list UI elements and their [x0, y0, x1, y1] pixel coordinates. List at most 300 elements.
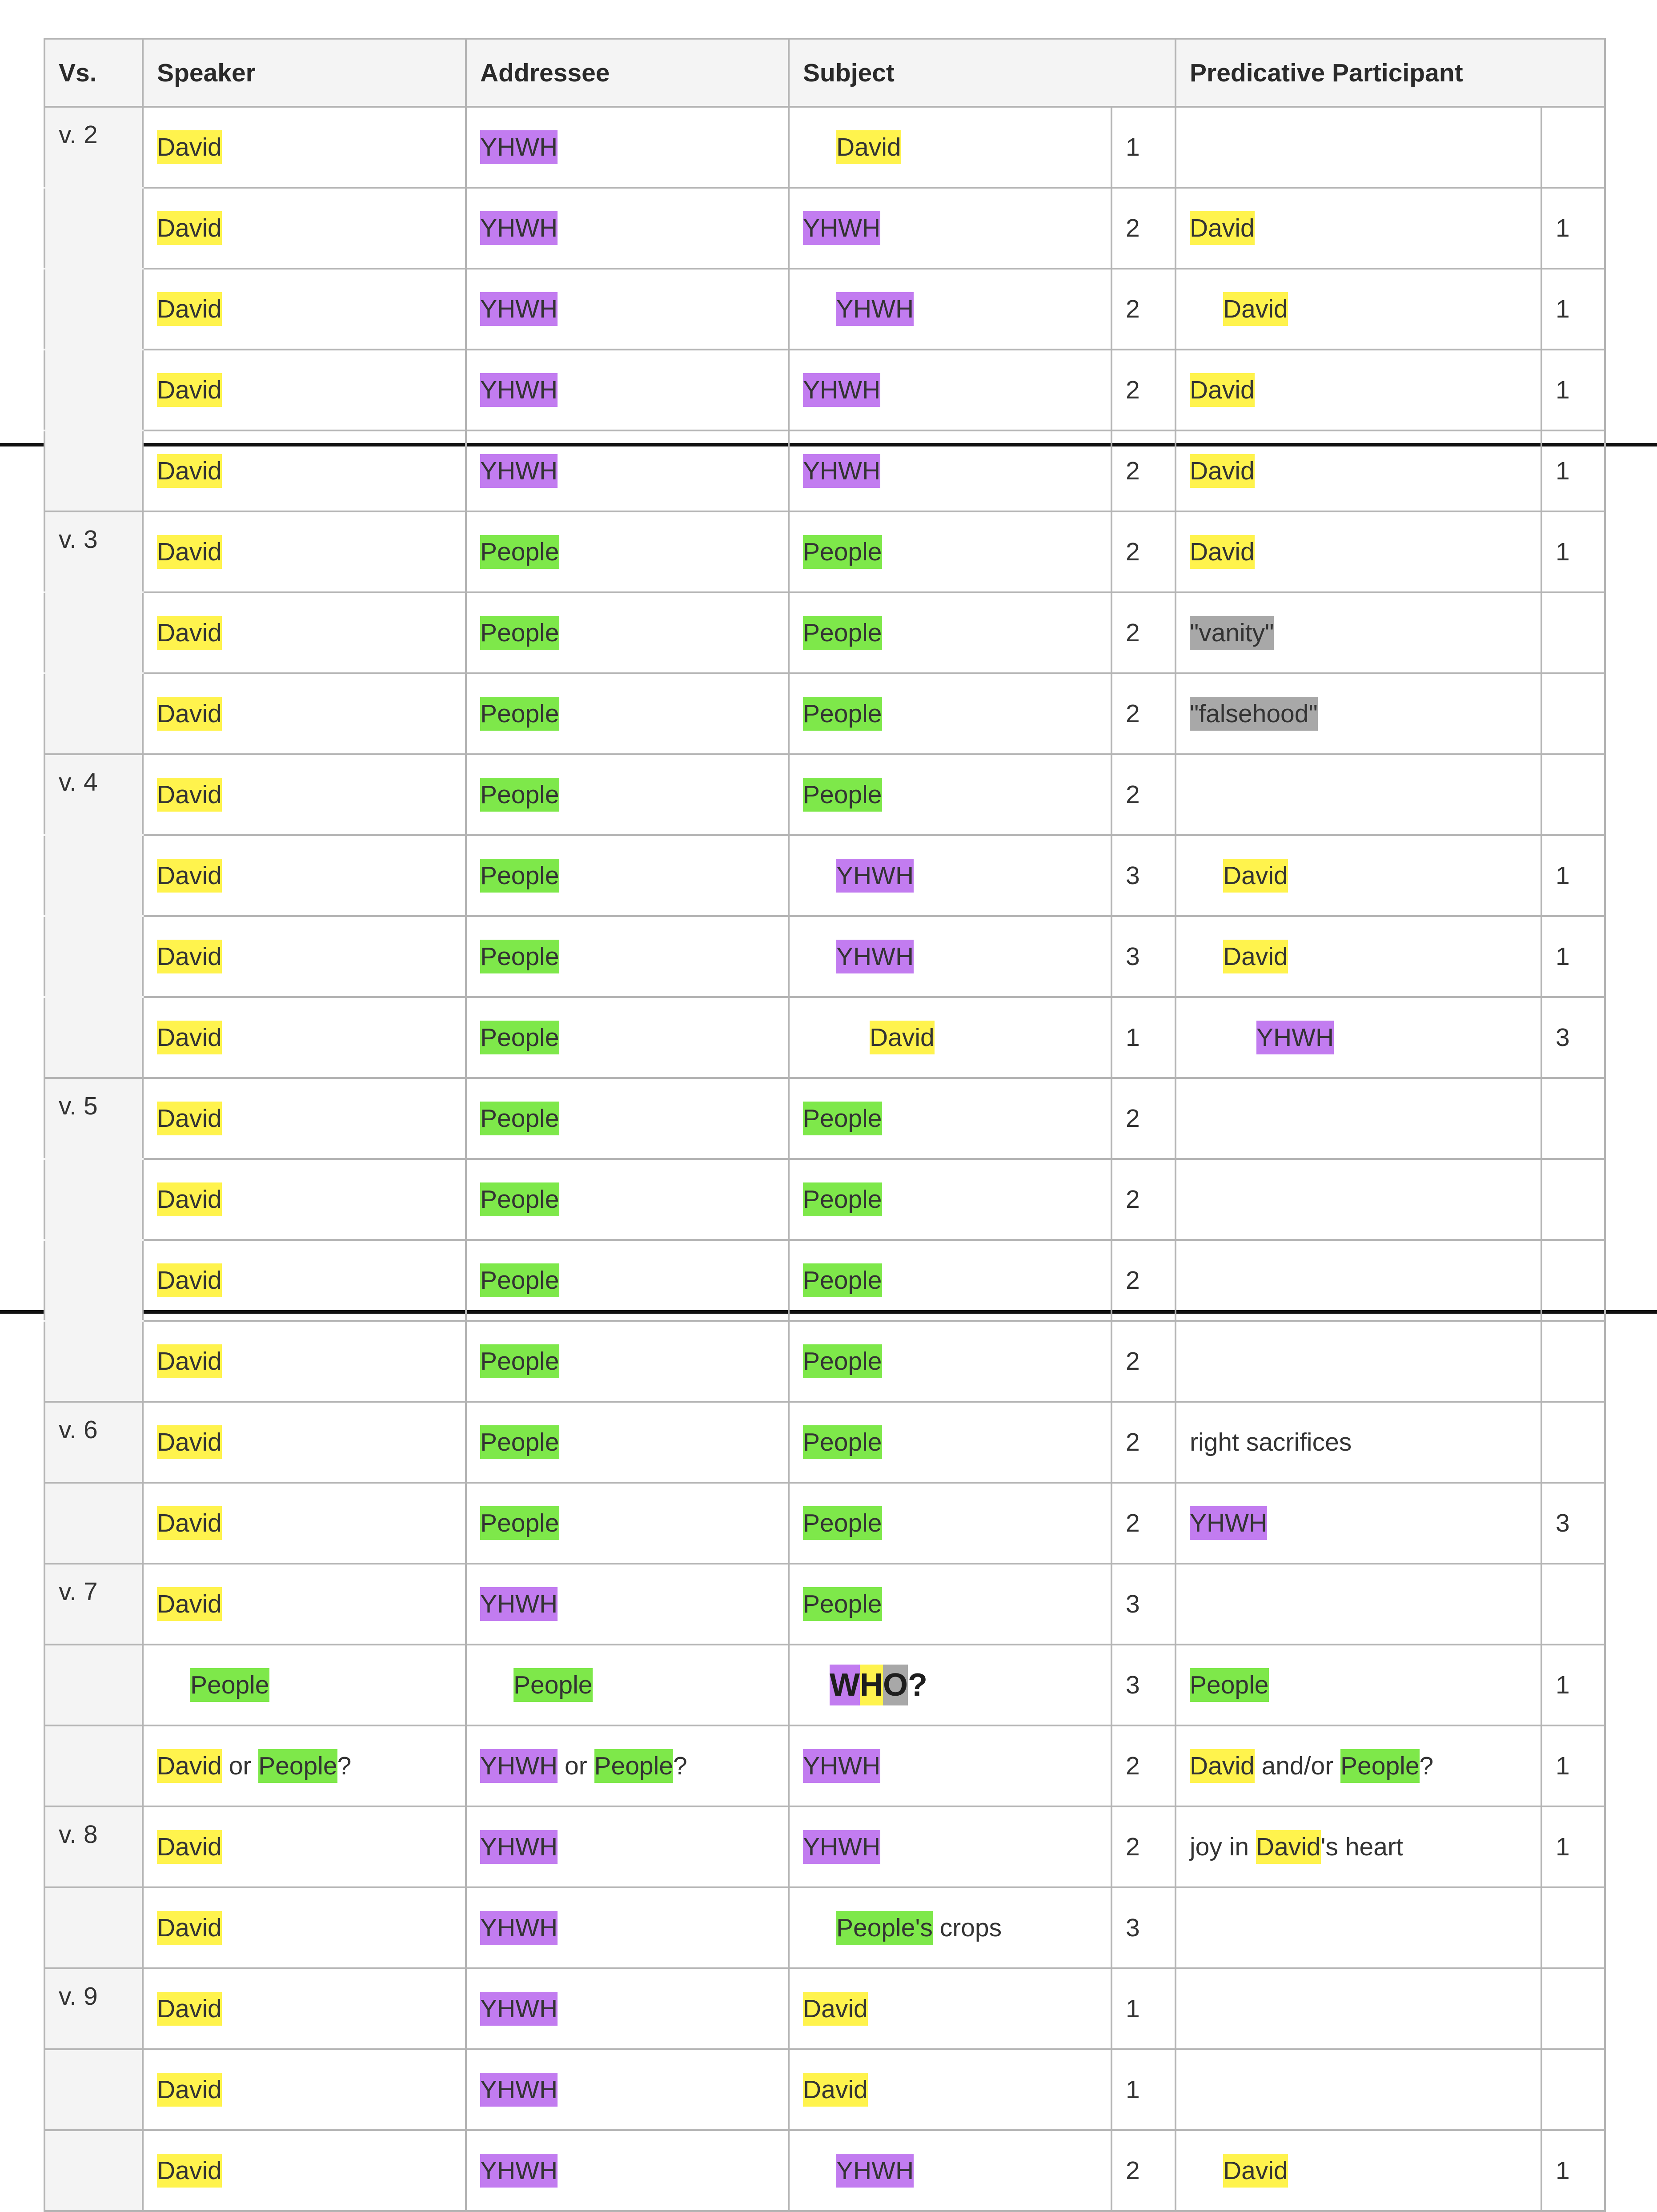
- speaker-cell: [143, 1159, 466, 1240]
- subject-person-cell: 2: [1111, 1402, 1176, 1483]
- table-row: [44, 1645, 1605, 1725]
- table-row: [44, 754, 1605, 835]
- speaker-tag: David: [157, 1992, 222, 2026]
- speaker-cell: [143, 511, 466, 592]
- header-predicative: Predicative Participant: [1176, 39, 1605, 107]
- table-row: [44, 592, 1605, 673]
- table-row: [44, 1564, 1605, 1645]
- addressee-cell: [466, 2130, 789, 2211]
- table-row: [44, 1968, 1605, 2049]
- predicative-person-cell: 1: [1541, 511, 1605, 592]
- subject-cell: [789, 673, 1111, 754]
- subject-cell: [789, 1645, 1111, 1725]
- subject-cell: [789, 1159, 1111, 1240]
- speaker-cell: [143, 673, 466, 754]
- subject-person-cell: 2: [1111, 1806, 1176, 1887]
- subject-cell: [789, 916, 1111, 997]
- table-row: [44, 673, 1605, 754]
- predicative-tag: David: [1223, 940, 1288, 973]
- table-row: [44, 107, 1605, 188]
- subject-cell: [789, 1806, 1111, 1887]
- predicative-cell: [1176, 1159, 1541, 1240]
- subject-person-cell: 3: [1111, 1887, 1176, 1968]
- predicative-person-cell: [1541, 673, 1605, 754]
- speaker-cell: [143, 1564, 466, 1645]
- subject-person-cell: 2: [1111, 350, 1176, 430]
- predicative-cell: [1176, 754, 1541, 835]
- predicative-person-cell: 1: [1541, 1725, 1605, 1806]
- predicative-person-cell: 3: [1541, 997, 1605, 1078]
- subject-cell: [789, 1887, 1111, 1968]
- subject-cell: [789, 835, 1111, 916]
- addressee-tag: People: [480, 616, 559, 650]
- speaker-tag: David: [157, 1587, 222, 1621]
- addressee-tag: People: [594, 1749, 674, 1783]
- verse-cell: [44, 1159, 143, 1240]
- verse-cell: [44, 1645, 143, 1725]
- subject-person-cell: 2: [1111, 1321, 1176, 1402]
- speaker-cell: [143, 1968, 466, 2049]
- predicative-person-cell: 1: [1541, 1645, 1605, 1725]
- addressee-cell: [466, 350, 789, 430]
- addressee-tag: People: [480, 1102, 559, 1135]
- predicative-cell: [1176, 592, 1541, 673]
- addressee-tag: People: [480, 1344, 559, 1378]
- connector-text: or: [558, 1752, 594, 1780]
- predicative-person-cell: [1541, 754, 1605, 835]
- subject-person-cell: 1: [1111, 107, 1176, 188]
- table-row: [44, 1321, 1605, 1402]
- subject-cell: [789, 1725, 1111, 1806]
- speaker-tag: People: [258, 1749, 337, 1783]
- verse-cell: [44, 2130, 143, 2211]
- verse-cell: v. 8: [44, 1806, 143, 1887]
- speaker-tag: David: [157, 1830, 222, 1864]
- table-row: [44, 1159, 1605, 1240]
- verse-cell: [44, 1725, 143, 1806]
- subject-person-cell: 2: [1111, 1240, 1176, 1321]
- predicative-cell: [1176, 1806, 1541, 1887]
- predicative-person-cell: [1541, 592, 1605, 673]
- predicative-tag: YHWH: [1256, 1021, 1334, 1054]
- predicative-cell: right sacrifices: [1176, 1402, 1541, 1483]
- subject-cell: [789, 592, 1111, 673]
- speaker-cell: [143, 592, 466, 673]
- addressee-cell: [466, 1645, 789, 1725]
- speaker-cell: [143, 1483, 466, 1564]
- subject-cell: [789, 1483, 1111, 1564]
- speaker-cell: [143, 1240, 466, 1321]
- who-letter-w: W: [830, 1665, 860, 1705]
- subject-cell: [789, 2130, 1111, 2211]
- predicative-tag: David: [1190, 454, 1255, 488]
- addressee-tag: YHWH: [480, 1992, 558, 2026]
- speaker-tag: David: [157, 1182, 222, 1216]
- connector-text: or: [221, 1752, 259, 1780]
- verse-cell: [44, 916, 143, 997]
- predicative-cell: [1176, 2130, 1541, 2211]
- addressee-tag: People: [480, 1263, 559, 1297]
- addressee-cell: [466, 107, 789, 188]
- subject-person-cell: 1: [1111, 1968, 1176, 2049]
- addressee-tag: People: [480, 1021, 559, 1054]
- addressee-cell: [466, 997, 789, 1078]
- addressee-cell: [466, 754, 789, 835]
- speaker-cell: [143, 754, 466, 835]
- subject-tag: People's: [836, 1911, 933, 1945]
- table-row: [44, 511, 1605, 592]
- subject-tag: People: [803, 1587, 882, 1621]
- predicative-person-cell: 1: [1541, 188, 1605, 269]
- subject-tag: YHWH: [803, 211, 880, 245]
- subject-tag: YHWH: [836, 940, 914, 973]
- predicative-cell: [1176, 1240, 1541, 1321]
- predicative-cell: [1176, 1645, 1541, 1725]
- speaker-cell: [143, 835, 466, 916]
- predicative-text: 's heart: [1320, 1833, 1403, 1861]
- table-row: [44, 1725, 1605, 1806]
- subject-person-cell: 2: [1111, 673, 1176, 754]
- addressee-tag: YHWH: [480, 454, 558, 488]
- subject-tag: People: [803, 778, 882, 812]
- subject-person-cell: 3: [1111, 916, 1176, 997]
- speaker-cell: [143, 2130, 466, 2211]
- question-mark: ?: [1419, 1752, 1434, 1780]
- addressee-tag: YHWH: [480, 1749, 558, 1783]
- subject-person-cell: 2: [1111, 269, 1176, 350]
- subject-tag: YHWH: [836, 859, 914, 893]
- addressee-cell: [466, 592, 789, 673]
- subject-tag: People: [803, 1506, 882, 1540]
- speaker-cell: [143, 1645, 466, 1725]
- speaker-tag: David: [157, 697, 222, 731]
- header-row: [44, 39, 1605, 107]
- subject-tag: YHWH: [803, 1749, 880, 1783]
- subject-tag: People: [803, 1344, 882, 1378]
- speaker-tag: David: [157, 1344, 222, 1378]
- predicative-tag: People: [1190, 1668, 1269, 1702]
- predicative-text: joy in: [1190, 1833, 1256, 1861]
- verse-cell: v. 6: [44, 1402, 143, 1483]
- addressee-cell: [466, 511, 789, 592]
- verse-cell: [44, 188, 143, 269]
- predicative-cell: [1176, 1564, 1541, 1645]
- speaker-tag: David: [157, 859, 222, 893]
- speaker-tag: David: [157, 1506, 222, 1540]
- predicative-cell: [1176, 511, 1541, 592]
- addressee-tag: YHWH: [480, 1830, 558, 1864]
- predicative-person-cell: 1: [1541, 269, 1605, 350]
- addressee-cell: [466, 1078, 789, 1159]
- predicative-cell: [1176, 350, 1541, 430]
- who-question-mark: ?: [907, 1667, 927, 1703]
- table-row: [44, 1887, 1605, 1968]
- subject-person-cell: 2: [1111, 188, 1176, 269]
- addressee-cell: [466, 1564, 789, 1645]
- table-row: [44, 1402, 1605, 1483]
- speaker-cell: [143, 1321, 466, 1402]
- subject-cell: [789, 107, 1111, 188]
- predicative-person-cell: [1541, 107, 1605, 188]
- subject-person-cell: 2: [1111, 2130, 1176, 2211]
- subject-tag: YHWH: [803, 454, 880, 488]
- speaker-cell: [143, 2049, 466, 2130]
- predicative-person-cell: 1: [1541, 1806, 1605, 1887]
- speaker-cell: [143, 430, 466, 511]
- predicative-cell: [1176, 1321, 1541, 1402]
- predicative-person-cell: 1: [1541, 835, 1605, 916]
- question-mark: ?: [337, 1752, 352, 1780]
- speaker-tag: David: [157, 940, 222, 973]
- subject-person-cell: 3: [1111, 835, 1176, 916]
- table-row: [44, 835, 1605, 916]
- subject-cell: [789, 430, 1111, 511]
- addressee-cell: [466, 188, 789, 269]
- subject-cell: [789, 269, 1111, 350]
- addressee-tag: YHWH: [480, 1911, 558, 1945]
- addressee-tag: YHWH: [480, 292, 558, 326]
- predicative-cell: [1176, 1725, 1541, 1806]
- speaker-cell: [143, 1887, 466, 1968]
- addressee-tag: People: [480, 1506, 559, 1540]
- predicative-cell: [1176, 835, 1541, 916]
- subject-tag: David: [803, 1992, 868, 2026]
- subject-tag: People: [803, 1263, 882, 1297]
- subject-tag: YHWH: [836, 2154, 914, 2188]
- subject-person-cell: 2: [1111, 430, 1176, 511]
- speaker-tag: David: [157, 1425, 222, 1459]
- connector-text: and/or: [1254, 1752, 1341, 1780]
- predicative-tag: David: [1256, 1830, 1321, 1864]
- subject-cell: [789, 188, 1111, 269]
- subject-cell: [789, 2049, 1111, 2130]
- addressee-cell: [466, 1725, 789, 1806]
- predicative-cell: [1176, 188, 1541, 269]
- addressee-cell: [466, 1887, 789, 1968]
- table-row: [44, 997, 1605, 1078]
- speaker-cell: [143, 350, 466, 430]
- addressee-tag: People: [514, 1668, 593, 1702]
- speaker-cell: [143, 269, 466, 350]
- predicative-tag: David: [1190, 211, 1255, 245]
- verse-cell: [44, 350, 143, 430]
- subject-person-cell: 2: [1111, 1159, 1176, 1240]
- speaker-cell: [143, 107, 466, 188]
- speaker-tag: David: [157, 1749, 222, 1783]
- verse-cell: [44, 1240, 143, 1321]
- predicative-person-cell: [1541, 1968, 1605, 2049]
- subject-tag: People: [803, 1182, 882, 1216]
- predicative-person-cell: [1541, 2049, 1605, 2130]
- speaker-tag: People: [190, 1668, 269, 1702]
- predicative-person-cell: 1: [1541, 430, 1605, 511]
- subject-person-cell: 2: [1111, 754, 1176, 835]
- subject-tag: David: [870, 1021, 935, 1054]
- subject-cell: [789, 1078, 1111, 1159]
- addressee-cell: [466, 1483, 789, 1564]
- who-letter-h: H: [860, 1665, 883, 1705]
- predicative-cell: [1176, 269, 1541, 350]
- predicative-tag: "vanity": [1190, 616, 1274, 650]
- verse-cell: v. 9: [44, 1968, 143, 2049]
- speaker-tag: David: [157, 2154, 222, 2188]
- predicative-person-cell: [1541, 1887, 1605, 1968]
- speaker-cell: [143, 188, 466, 269]
- subject-person-cell: 2: [1111, 592, 1176, 673]
- verse-cell: v. 3: [44, 511, 143, 592]
- predicative-cell: [1176, 1078, 1541, 1159]
- speaker-cell: [143, 1725, 466, 1806]
- predicative-person-cell: 1: [1541, 2130, 1605, 2211]
- subject-text: crops: [932, 1914, 1002, 1942]
- speaker-tag: David: [157, 1263, 222, 1297]
- predicative-tag: YHWH: [1190, 1506, 1267, 1540]
- subject-cell: [789, 1968, 1111, 2049]
- addressee-tag: YHWH: [480, 2073, 558, 2107]
- table-row: [44, 2130, 1605, 2211]
- predicative-cell: [1176, 916, 1541, 997]
- question-mark: ?: [673, 1752, 687, 1780]
- verse-cell: [44, 2049, 143, 2130]
- verse-cell: [44, 1321, 143, 1402]
- verse-cell: [44, 592, 143, 673]
- addressee-tag: People: [480, 535, 559, 569]
- addressee-cell: [466, 916, 789, 997]
- predicative-person-cell: [1541, 1240, 1605, 1321]
- addressee-tag: People: [480, 1425, 559, 1459]
- subject-tag: David: [803, 2073, 868, 2107]
- predicative-tag: David: [1190, 1749, 1255, 1783]
- predicative-tag: People: [1340, 1749, 1420, 1783]
- subject-cell: [789, 1321, 1111, 1402]
- speaker-cell: [143, 916, 466, 997]
- predicative-cell: [1176, 997, 1541, 1078]
- addressee-cell: [466, 1402, 789, 1483]
- speaker-tag: David: [157, 616, 222, 650]
- addressee-tag: People: [480, 940, 559, 973]
- speaker-tag: David: [157, 778, 222, 812]
- subject-tag: People: [803, 1425, 882, 1459]
- addressee-tag: YHWH: [480, 2154, 558, 2188]
- verse-cell: [44, 997, 143, 1078]
- addressee-cell: [466, 2049, 789, 2130]
- predicative-cell: [1176, 1968, 1541, 2049]
- predicative-tag: "falsehood": [1190, 697, 1318, 731]
- predicative-cell: [1176, 2049, 1541, 2130]
- speaker-tag: David: [157, 211, 222, 245]
- predicative-person-cell: [1541, 1564, 1605, 1645]
- speaker-cell: [143, 1806, 466, 1887]
- addressee-cell: [466, 1159, 789, 1240]
- addressee-tag: People: [480, 697, 559, 731]
- subject-person-cell: 2: [1111, 511, 1176, 592]
- addressee-cell: [466, 269, 789, 350]
- addressee-tag: YHWH: [480, 1587, 558, 1621]
- predicative-tag: David: [1223, 2154, 1288, 2188]
- predicative-person-cell: 1: [1541, 350, 1605, 430]
- predicative-cell: [1176, 430, 1541, 511]
- predicative-tag: David: [1223, 292, 1288, 326]
- subject-cell: [789, 1402, 1111, 1483]
- subject-tag: YHWH: [803, 1830, 880, 1864]
- subject-person-cell: 2: [1111, 1078, 1176, 1159]
- speaker-cell: [143, 1078, 466, 1159]
- subject-tag: David: [836, 130, 901, 164]
- header-subject: Subject: [789, 39, 1176, 107]
- who-letter-o: O: [883, 1665, 908, 1705]
- subject-person-cell: 2: [1111, 1725, 1176, 1806]
- header-addressee: Addressee: [466, 39, 789, 107]
- addressee-cell: [466, 1321, 789, 1402]
- predicative-person-cell: [1541, 1402, 1605, 1483]
- verse-cell: [44, 269, 143, 350]
- addressee-cell: [466, 835, 789, 916]
- speaker-tag: David: [157, 454, 222, 488]
- verse-cell: [44, 1887, 143, 1968]
- verse-cell: v. 4: [44, 754, 143, 835]
- addressee-tag: YHWH: [480, 211, 558, 245]
- predicative-person-cell: [1541, 1159, 1605, 1240]
- speaker-tag: David: [157, 1102, 222, 1135]
- predicative-person-cell: 1: [1541, 916, 1605, 997]
- subject-person-cell: 3: [1111, 1645, 1176, 1725]
- subject-person-cell: 1: [1111, 2049, 1176, 2130]
- addressee-tag: YHWH: [480, 130, 558, 164]
- addressee-cell: [466, 673, 789, 754]
- table-row: [44, 1078, 1605, 1159]
- verse-cell: [44, 1483, 143, 1564]
- verse-cell: v. 5: [44, 1078, 143, 1159]
- predicative-tag: David: [1190, 373, 1255, 407]
- addressee-tag: People: [480, 1182, 559, 1216]
- table-row: [44, 430, 1605, 511]
- predicative-person-cell: 3: [1541, 1483, 1605, 1564]
- verse-cell: [44, 673, 143, 754]
- speaker-tag: David: [157, 292, 222, 326]
- predicative-tag: David: [1223, 859, 1288, 893]
- participant-table: [44, 38, 1606, 2212]
- subject-person-cell: 1: [1111, 997, 1176, 1078]
- predicative-cell: [1176, 1887, 1541, 1968]
- subject-person-cell: 2: [1111, 1483, 1176, 1564]
- table-row: [44, 1240, 1605, 1321]
- speaker-cell: [143, 1402, 466, 1483]
- table-row: [44, 916, 1605, 997]
- addressee-tag: YHWH: [480, 373, 558, 407]
- addressee-cell: [466, 430, 789, 511]
- predicative-cell: [1176, 673, 1541, 754]
- predicative-person-cell: [1541, 1321, 1605, 1402]
- header-vs: Vs.: [44, 39, 143, 107]
- subject-tag: People: [803, 616, 882, 650]
- addressee-cell: [466, 1968, 789, 2049]
- table-row: [44, 350, 1605, 430]
- verse-cell: [44, 430, 143, 511]
- predicative-person-cell: [1541, 1078, 1605, 1159]
- subject-cell: [789, 1564, 1111, 1645]
- table-row: [44, 1806, 1605, 1887]
- speaker-tag: David: [157, 130, 222, 164]
- subject-cell: [789, 350, 1111, 430]
- subject-tag: People: [803, 535, 882, 569]
- verse-cell: [44, 835, 143, 916]
- verse-cell: v. 7: [44, 1564, 143, 1645]
- addressee-cell: [466, 1806, 789, 1887]
- speaker-tag: David: [157, 1021, 222, 1054]
- addressee-tag: People: [480, 778, 559, 812]
- subject-cell: [789, 997, 1111, 1078]
- addressee-cell: [466, 1240, 789, 1321]
